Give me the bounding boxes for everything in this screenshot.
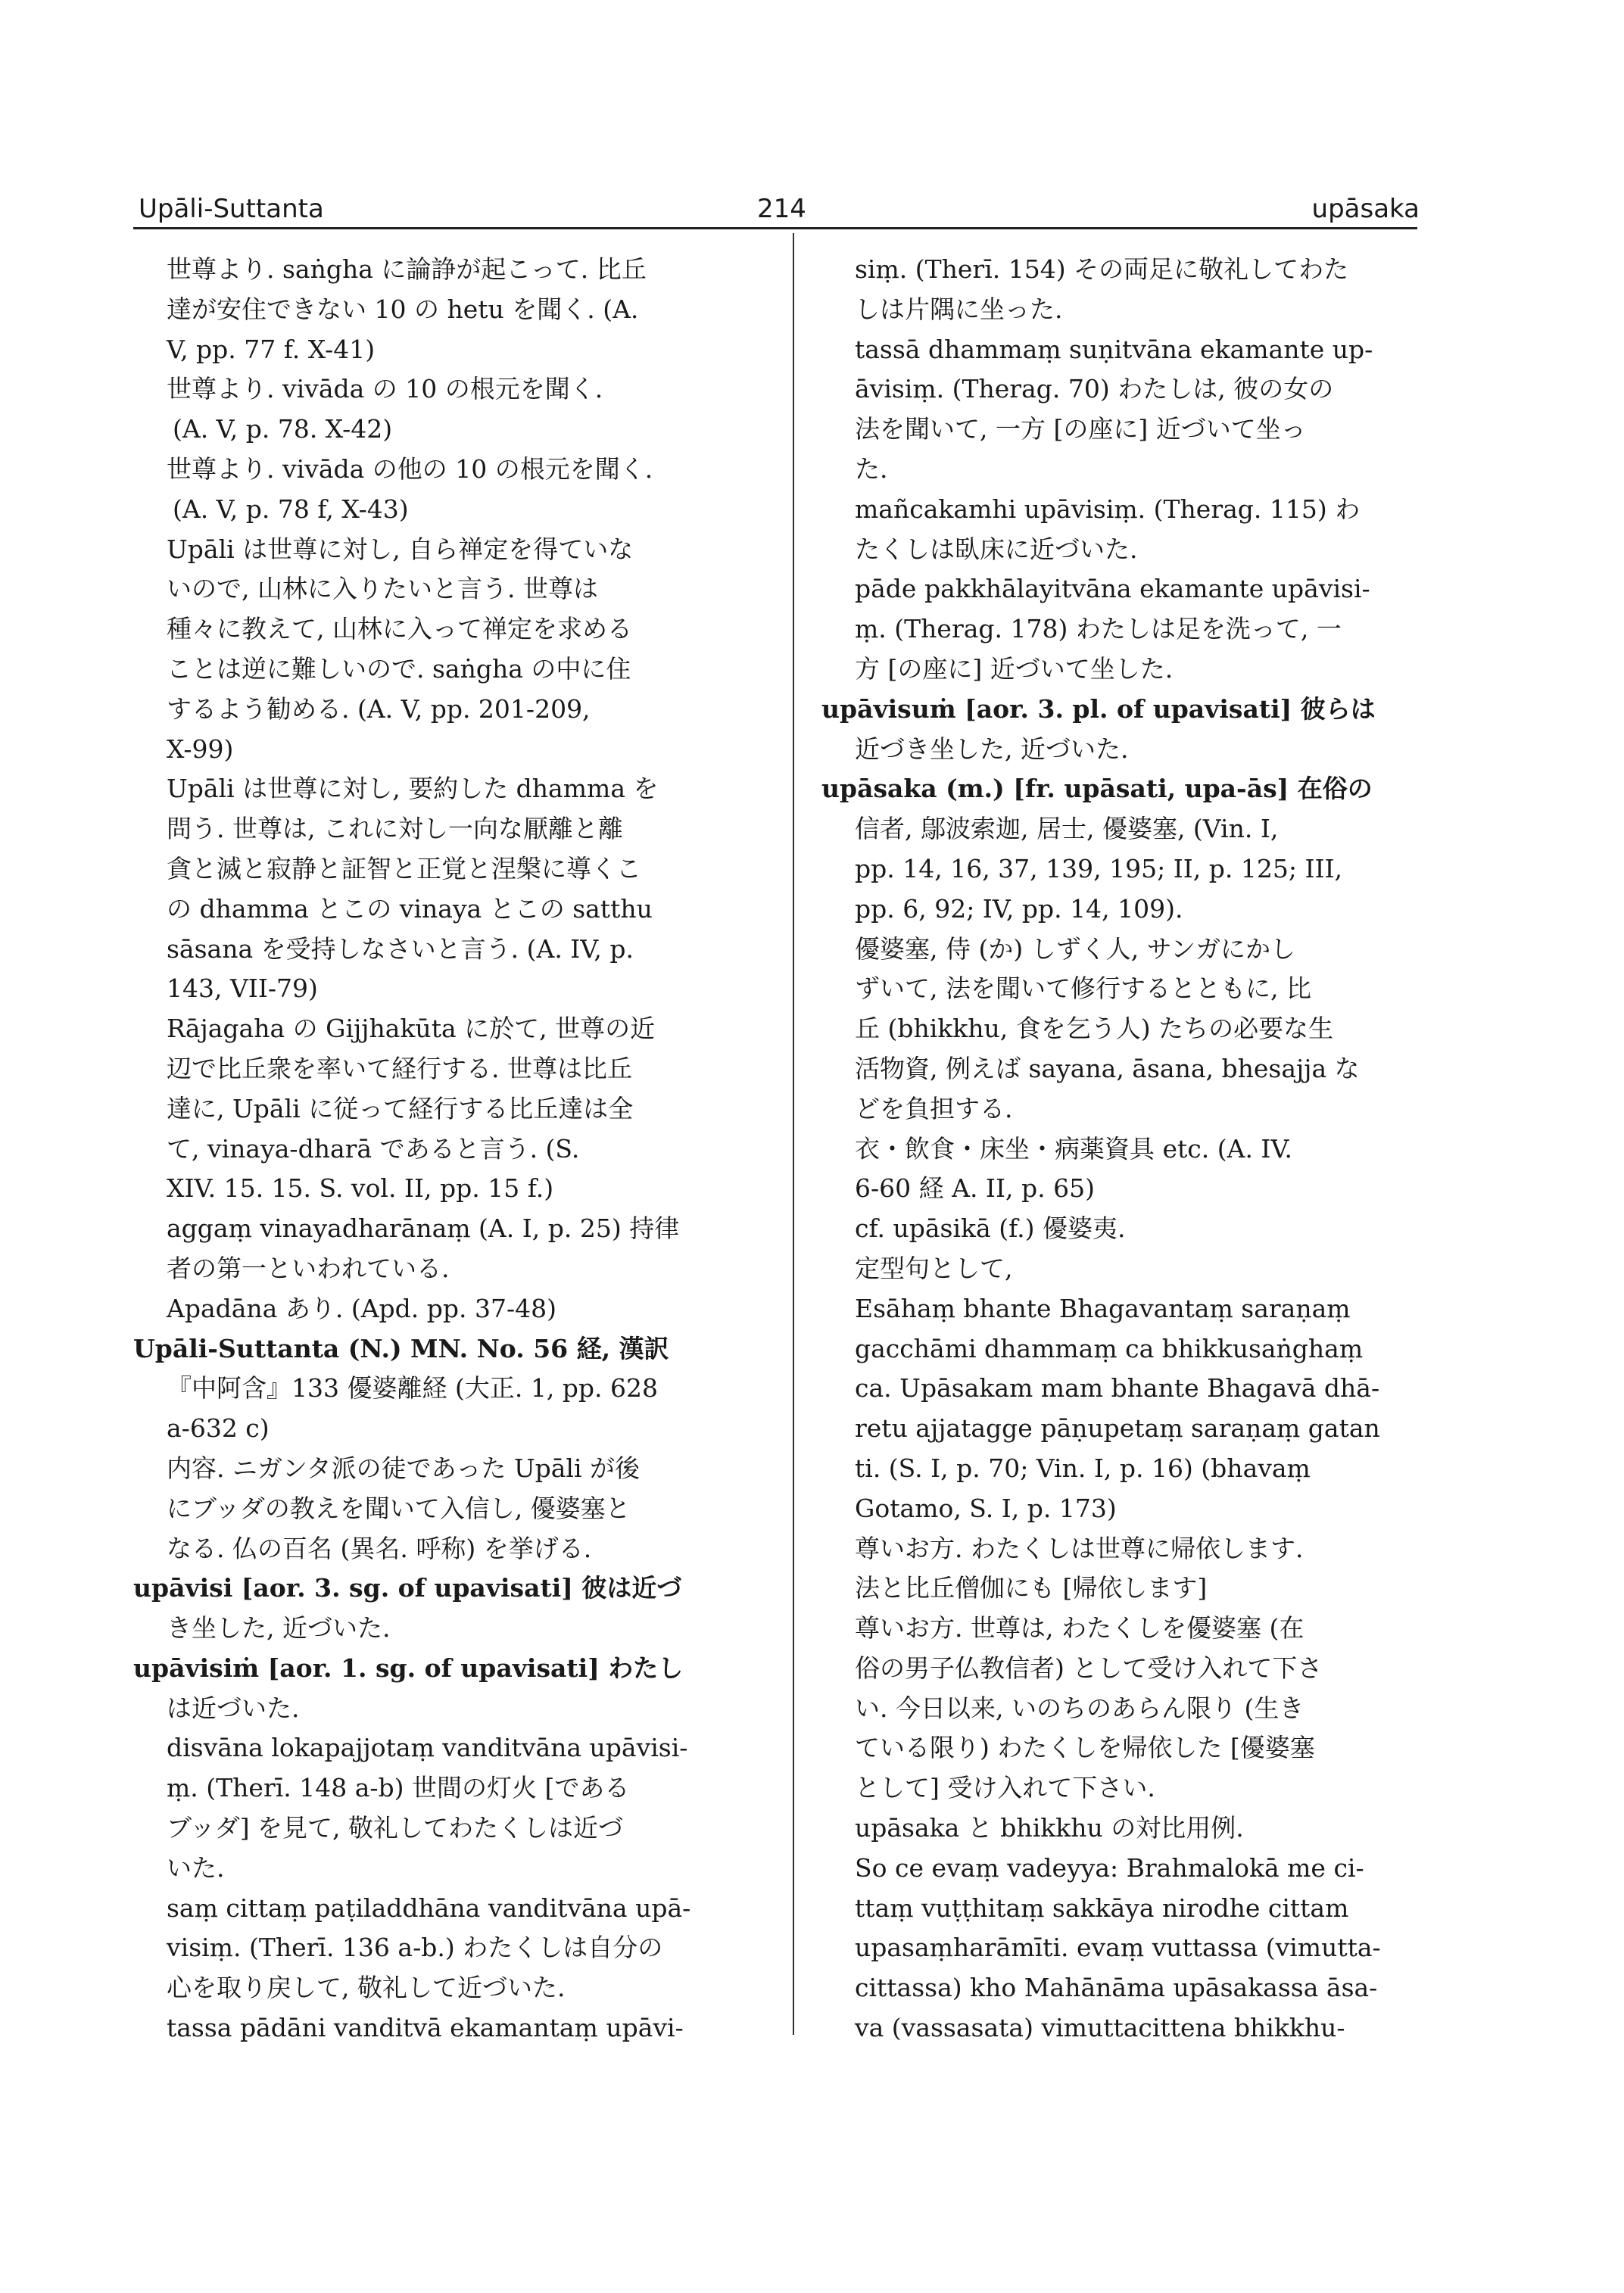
page-number: 214 [757,194,806,224]
text-line: 丘 (bhikkhu, 食を乞う人) たちの必要な生 [855,1014,1334,1044]
text-line: 世尊より. vivāda の他の 10 の根元を聞く. [167,453,653,484]
text-line: い. 今日以来, いのちのあらん限り (生き [855,1693,1304,1723]
text-line: So ce evaṃ vadeyya: Brahmalokā me ci- [855,1852,1364,1883]
text-line: tassa pādāni vanditvā ekamantaṃ upāvi- [167,2013,684,2043]
text-line: 世尊より. vivāda の 10 の根元を聞く. [167,374,603,404]
entry-headword-line: upāvisi [aor. 3. sg. of upavisati] 彼は近づ [133,1573,682,1603]
text-line: Upāli は世尊に対し, 自ら禅定を得ていな [167,534,634,564]
text-line: 『中阿含』133 優婆離経 (大正. 1, pp. 628 [167,1373,659,1404]
text-line: 活物資, 例えば sayana, āsana, bhesajja な [855,1053,1360,1083]
text-line: V, pp. 77 f. X-41) [167,334,376,364]
text-line: 信者, 鄔波索迦, 居士, 優婆塞, (Vin. I, [855,814,1279,844]
running-head-right: upāsaka [1311,194,1420,224]
text-line: 俗の男子仏教信者) として受け入れて下さ [855,1653,1323,1683]
text-line: tassā dhammaṃ suṇitvāna ekamante up- [855,334,1373,364]
text-line: 心を取り戻して, 敬礼して近づいた. [167,1973,566,2003]
left-column [133,250,784,2048]
text-line: ṃ. (Therī. 148 a-b) 世間の灯火 [である [167,1773,630,1803]
text-line: き坐した, 近づいた. [167,1613,391,1643]
text-line: (A. V, p. 78. X-42) [173,414,393,444]
text-line: て, vinaya-dharā であると言う. (S. [167,1133,580,1164]
text-line: 法と比丘僧伽にも [帰依します] [855,1573,1208,1603]
text-line: pāde pakkhālayitvāna ekamante upāvisi- [855,574,1370,604]
text-line: 種々に教えて, 山林に入って禅定を求める [167,614,632,644]
text-line: ずいて, 法を聞いて修行するとともに, 比 [855,974,1311,1004]
text-line: siṃ. (Therī. 154) その両足に敬礼してわた [855,254,1349,284]
text-line: retu ajjatagge pāṇupetaṃ saraṇaṃ gatan [855,1413,1380,1444]
text-line: Rājagaha の Gijjhakūta に於て, 世尊の近 [167,1014,656,1044]
text-line: gacchāmi dhammaṃ ca bhikkusaṅghaṃ [855,1333,1364,1363]
text-line: 達に, Upāli に従って経行する比丘達は全 [167,1093,634,1123]
text-line: 定型句として, [855,1253,1013,1283]
text-line: Esāhaṃ bhante Bhagavantaṃ saraṇaṃ [855,1293,1351,1323]
text-line: pp. 14, 16, 37, 139, 195; II, p. 125; III, [855,853,1343,883]
text-line: しは片隅に坐った. [855,294,1063,324]
text-line: 尊いお方. 世尊は, わたくしを優婆塞 (在 [855,1613,1304,1643]
running-head-left: Upāli-Suttanta [139,194,324,224]
text-line: 6-60 経 A. II, p. 65) [855,1173,1095,1204]
text-line: 者の第一といわれている. [167,1253,450,1283]
text-line: 法を聞いて, 一方 [の座に] 近づいて坐っ [855,414,1306,444]
text-line: aggaṃ vinayadharānaṃ (A. I, p. 25) 持律 [167,1213,680,1244]
text-line: ている限り) わたくしを帰依した [優婆塞 [855,1733,1315,1763]
entry-headword-line: Upāli-Suttanta (N.) MN. No. 56 経, 漢訳 [133,1333,669,1363]
text-line: ttaṃ vuṭṭhitaṃ sakkāya nirodhe cittam [855,1893,1349,1923]
text-line: ことは逆に難しいので. saṅgha の中に住 [167,653,631,684]
text-line: 辺で比丘衆を率いて経行する. 世尊は比丘 [167,1053,632,1083]
text-line: するよう勧める. (A. V, pp. 201-209, [167,693,591,724]
text-line: mañcakamhi upāvisiṃ. (Therag. 115) わ [855,494,1361,524]
text-line: X-99) [167,734,234,764]
text-line: た. [855,453,888,484]
text-line: ṃ. (Therag. 178) わたしは足を洗って, 一 [855,614,1342,644]
text-line: ブッダ] を見て, 敬礼してわたくしは近づ [167,1813,624,1843]
text-line: 近づき坐した, 近づいた. [855,734,1129,764]
text-line: (A. V, p. 78 f, X-43) [173,494,409,524]
text-line: 143, VII-79) [167,974,318,1004]
text-line: sāsana を受持しなさいと言う. (A. IV, p. [167,933,634,964]
text-line: 方 [の座に] 近づいて坐した. [855,653,1174,684]
text-line: Gotamo, S. I, p. 173) [855,1493,1117,1523]
text-line: a-632 c) [167,1413,270,1444]
text-line: 達が安住できない 10 の hetu を聞く. (A. [167,294,639,324]
text-line: たくしは臥床に近づいた. [855,534,1138,564]
text-line: 世尊より. saṅgha に論諍が起こって. 比丘 [167,254,647,284]
text-line: 尊いお方. わたくしは世尊に帰依します. [855,1533,1304,1563]
text-line: upāsaka と bhikkhu の対比用例. [855,1813,1244,1843]
text-line: の dhamma とこの vinaya とこの satthu [167,893,653,924]
text-line: upasaṃharāmīti. evaṃ vuttassa (vimutta- [855,1933,1381,1963]
entry-headword-line: upāvisiṁ [aor. 1. sg. of upavisati] わたし [133,1653,684,1683]
text-line: 優婆塞, 侍 (か) しずく人, サンガにかし [855,933,1296,964]
text-line: どを負担する. [855,1093,1013,1123]
text-line: XIV. 15. 15. S. vol. II, pp. 15 f.) [167,1173,554,1204]
text-line: āvisiṃ. (Therag. 70) わたしは, 彼の女の [855,374,1334,404]
header-rule [133,227,1417,229]
text-line: saṃ cittaṃ paṭiladdhāna vanditvāna upā- [167,1893,691,1923]
text-line: 衣・飲食・床坐・病薬資具 etc. (A. IV. [855,1133,1293,1164]
text-line: いので, 山林に入りたいと言う. 世尊は [167,574,598,604]
text-line: 内容. ニガンタ派の徒であった Upāli が後 [167,1453,641,1483]
text-line: いた. [167,1852,225,1883]
text-line: にブッダの教えを聞いて入信し, 優婆塞と [167,1493,631,1523]
text-line: va (vassasata) vimuttacittena bhikkhu- [855,2013,1345,2043]
text-line: ti. (S. I, p. 70; Vin. I, p. 16) (bhavaṃ [855,1453,1311,1483]
right-column [821,250,1427,2048]
entry-headword-line: upāvisuṁ [aor. 3. pl. of upavisati] 彼らは [821,693,1376,724]
text-line: ca. Upāsakam mam bhante Bhagavā dhā- [855,1373,1380,1404]
text-line: cittassa) kho Mahānāma upāsakassa āsa- [855,1973,1378,2003]
text-line: 問う. 世尊は, これに対し一向な厭離と離 [167,814,623,844]
text-line: は近づいた. [167,1693,300,1723]
text-line: として] 受け入れて下さい. [855,1773,1155,1803]
column-divider [793,233,794,2035]
text-line: なる. 仏の百名 (異名. 呼称) を挙げる. [167,1533,592,1563]
text-line: visiṃ. (Therī. 136 a-b.) わたくしは自分の [167,1933,663,1963]
text-line: cf. upāsikā (f.) 優婆夷. [855,1213,1126,1244]
text-line: Upāli は世尊に対し, 要約した dhamma を [167,774,659,804]
entry-headword-line: upāsaka (m.) [fr. upāsati, upa-ās] 在俗の [821,774,1373,804]
text-line: 貪と滅と寂静と証智と正覚と涅槃に導くこ [167,853,641,883]
text-line: disvāna lokapajjotaṃ vanditvāna upāvisi- [167,1733,688,1763]
text-line: pp. 6, 92; IV, pp. 14, 109). [855,893,1183,924]
text-line: Apadāna あり. (Apd. pp. 37-48) [167,1293,556,1323]
